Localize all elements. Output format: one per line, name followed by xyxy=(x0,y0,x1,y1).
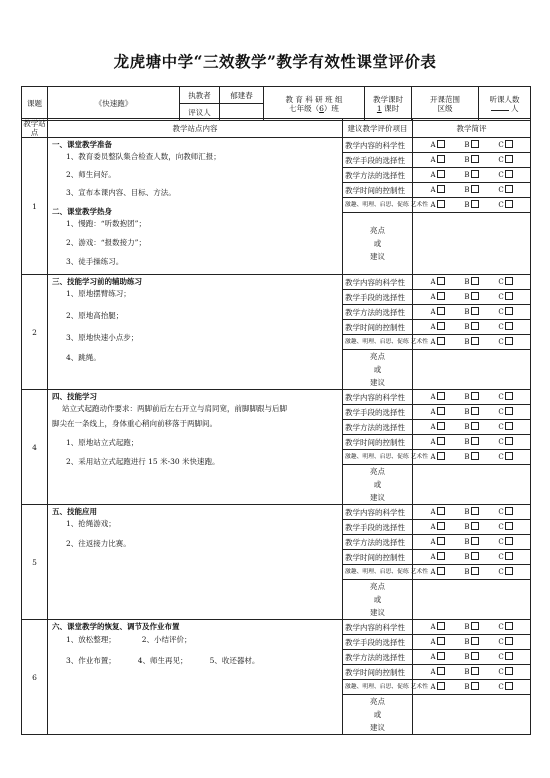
option-label: C xyxy=(498,201,504,210)
checkbox-icon[interactable] xyxy=(437,552,445,560)
rating-options xyxy=(413,290,531,305)
checkbox-icon[interactable] xyxy=(505,322,513,330)
main-table xyxy=(21,118,531,735)
option-label: A xyxy=(430,323,436,332)
checkbox-icon[interactable] xyxy=(437,682,445,690)
criterion-name: 激趣、明理、启思、促练 艺术性 xyxy=(343,450,413,465)
option-label: A xyxy=(430,338,436,347)
checkbox-icon[interactable] xyxy=(471,140,479,148)
option-label: B xyxy=(464,683,470,692)
criterion-name: 激趣、明理、启思、促练 艺术性 xyxy=(343,198,413,213)
rating-options xyxy=(413,168,531,183)
checkbox-icon[interactable] xyxy=(505,292,513,300)
criterion-name: 教学方法的选择性 xyxy=(343,650,413,665)
option-label: B xyxy=(464,338,470,347)
option-label: A xyxy=(430,638,436,647)
option-label: A xyxy=(430,201,436,210)
audience-label: 听课人数 xyxy=(489,94,520,104)
teacher-value: 郁建春 xyxy=(220,87,264,104)
criterion-name: 教学时间的控制性 xyxy=(343,550,413,565)
checkbox-icon[interactable] xyxy=(437,170,445,178)
suggestion-input[interactable] xyxy=(413,465,531,505)
section-title: 二、课堂教学热身 xyxy=(52,207,112,216)
criterion-name: 激趣、明理、启思、促练 艺术性 xyxy=(343,680,413,695)
option-label: B xyxy=(464,308,470,317)
option-label: A xyxy=(430,393,436,402)
checkbox-icon[interactable] xyxy=(505,682,513,690)
option-label: A xyxy=(430,508,436,517)
station-number: 5 xyxy=(22,505,48,620)
checkbox-icon[interactable] xyxy=(471,185,479,193)
checkbox-icon[interactable] xyxy=(437,155,445,163)
option-label: C xyxy=(498,523,504,532)
option-label: B xyxy=(464,278,470,287)
content-line: 3、原地快速小点步； xyxy=(66,333,139,342)
option-label: C xyxy=(498,408,504,417)
section-title: 六、课堂教学的恢复、调节及作业布置 xyxy=(52,622,180,631)
checkbox-icon[interactable] xyxy=(437,667,445,675)
option-label: C xyxy=(498,423,504,432)
suggestion-label xyxy=(343,695,413,735)
option-label: B xyxy=(464,438,470,447)
rating-options xyxy=(413,505,531,520)
option-label: B xyxy=(464,638,470,647)
rating-options xyxy=(413,305,531,320)
rating-options xyxy=(413,435,531,450)
option-label: B xyxy=(464,668,470,677)
criterion-name: 教学内容的科学性 xyxy=(343,138,413,153)
checkbox-icon[interactable] xyxy=(471,322,479,330)
section-title: 四、技能学习 xyxy=(52,392,97,401)
rating-options xyxy=(413,665,531,680)
content-line: 2、原地高抬腿； xyxy=(66,311,124,320)
option-label: A xyxy=(430,423,436,432)
option-label: C xyxy=(498,278,504,287)
option-label: A xyxy=(430,683,436,692)
option-label: B xyxy=(464,171,470,180)
audience-count xyxy=(479,87,531,121)
station-number: 6 xyxy=(22,620,48,735)
checkbox-icon[interactable] xyxy=(471,200,479,208)
content-line: 1、原地摆臂练习； xyxy=(66,289,131,298)
teaching-hours xyxy=(365,87,412,121)
option-label: C xyxy=(498,568,504,577)
hours-value: 1 xyxy=(376,103,382,113)
checkbox-icon[interactable] xyxy=(505,552,513,560)
suggestion-label xyxy=(343,465,413,505)
checkbox-icon[interactable] xyxy=(505,667,513,675)
option-label: B xyxy=(464,538,470,547)
option-label: C xyxy=(498,553,504,562)
content-line: 2、小结评价； xyxy=(141,635,192,644)
suggestion-label xyxy=(343,350,413,390)
section-title: 五、技能应用 xyxy=(52,507,97,516)
content-line: 2、采用站立式起跑进行 15 米-30 米快速跑。 xyxy=(66,457,220,466)
checkbox-icon[interactable] xyxy=(437,322,445,330)
checkbox-icon[interactable] xyxy=(471,552,479,560)
option-label: A xyxy=(430,523,436,532)
checkbox-icon[interactable] xyxy=(505,392,513,400)
option-label: B xyxy=(464,141,470,150)
suggestion-input[interactable] xyxy=(413,213,531,275)
checkbox-icon[interactable] xyxy=(437,140,445,148)
suggestion-input[interactable] xyxy=(413,580,531,620)
rating-options xyxy=(413,565,531,580)
form-title: 龙虎塘中学“三效教学”教学有效性课堂评价表 xyxy=(113,52,437,71)
checkbox-icon[interactable] xyxy=(505,537,513,545)
suggestion-label-line: 建议 xyxy=(370,378,385,387)
checkbox-icon[interactable] xyxy=(471,437,479,445)
option-label: B xyxy=(464,508,470,517)
research-group-line1: 教 育 科 研 班 组 xyxy=(285,94,343,104)
station-content xyxy=(48,620,343,735)
checkbox-icon[interactable] xyxy=(505,185,513,193)
suggestion-label-line: 或 xyxy=(373,239,382,248)
research-group xyxy=(264,87,365,121)
option-label: A xyxy=(430,408,436,417)
suggestion-label-line: 亮点 xyxy=(370,352,385,361)
checkbox-icon[interactable] xyxy=(505,637,513,645)
option-label: C xyxy=(498,338,504,347)
suggestion-label-line: 或 xyxy=(373,480,382,489)
option-label: B xyxy=(464,186,470,195)
checkbox-icon[interactable] xyxy=(471,652,479,660)
option-label: C xyxy=(498,683,504,692)
option-label: C xyxy=(498,453,504,462)
checkbox-icon[interactable] xyxy=(471,622,479,630)
checkbox-icon[interactable] xyxy=(505,277,513,285)
suggestion-label xyxy=(343,580,413,620)
checkbox-icon[interactable] xyxy=(505,200,513,208)
option-label: C xyxy=(498,393,504,402)
criterion-name: 教学内容的科学性 xyxy=(343,620,413,635)
checkbox-icon[interactable] xyxy=(437,307,445,315)
option-label: B xyxy=(464,553,470,562)
suggestion-label-line: 亮点 xyxy=(370,582,385,591)
hours-unit: 课时 xyxy=(384,103,400,113)
rating-options xyxy=(413,635,531,650)
option-label: A xyxy=(430,538,436,547)
checkbox-icon[interactable] xyxy=(437,437,445,445)
option-label: C xyxy=(498,508,504,517)
checkbox-icon[interactable] xyxy=(505,652,513,660)
eval-header: 教学简评 xyxy=(413,119,531,138)
audience-unit: 人 xyxy=(510,103,519,113)
rating-options xyxy=(413,153,531,168)
topic-label: 课题 xyxy=(22,87,48,121)
rating-options xyxy=(413,550,531,565)
info-table xyxy=(21,86,531,121)
option-label: B xyxy=(464,568,470,577)
checkbox-icon[interactable] xyxy=(471,307,479,315)
checkbox-icon[interactable] xyxy=(505,337,513,345)
criterion-name: 教学时间的控制性 xyxy=(343,183,413,198)
criterion-name: 教学方法的选择性 xyxy=(343,168,413,183)
suggestion-label-line: 建议 xyxy=(370,252,385,261)
rating-options xyxy=(413,620,531,635)
checkbox-icon[interactable] xyxy=(505,407,513,415)
suggestion-label-line: 亮点 xyxy=(370,697,385,706)
scope-label: 开课范围 xyxy=(430,94,460,104)
option-label: B xyxy=(464,393,470,402)
checkbox-icon[interactable] xyxy=(437,567,445,575)
option-label: B xyxy=(464,453,470,462)
checkbox-icon[interactable] xyxy=(437,292,445,300)
checkbox-icon[interactable] xyxy=(471,292,479,300)
checkbox-icon[interactable] xyxy=(505,622,513,630)
option-label: B xyxy=(464,423,470,432)
option-label: A xyxy=(430,141,436,150)
option-label: B xyxy=(464,156,470,165)
suggestion-label-line: 建议 xyxy=(370,493,385,502)
checkbox-icon[interactable] xyxy=(471,452,479,460)
station-content xyxy=(48,275,343,390)
option-label: C xyxy=(498,293,504,302)
criterion-name: 教学内容的科学性 xyxy=(343,275,413,290)
option-label: B xyxy=(464,523,470,532)
option-label: A xyxy=(430,668,436,677)
option-label: A xyxy=(430,653,436,662)
content-line: 1、原地站立式起跑； xyxy=(66,438,139,447)
content-line: 2、往返接力比赛。 xyxy=(66,539,131,548)
station-number: 1 xyxy=(22,138,48,275)
suggestion-input[interactable] xyxy=(413,350,531,390)
option-label: B xyxy=(464,623,470,632)
checkbox-icon[interactable] xyxy=(437,407,445,415)
station-header: 教学站点 xyxy=(23,119,46,137)
checkbox-icon[interactable] xyxy=(505,422,513,430)
criterion-name: 教学方法的选择性 xyxy=(343,535,413,550)
suggestion-label-line: 建议 xyxy=(370,608,385,617)
option-label: A xyxy=(430,568,436,577)
option-label: A xyxy=(430,278,436,287)
teacher-label: 执教者 xyxy=(180,87,220,104)
criterion-name: 教学手段的选择性 xyxy=(343,153,413,168)
checkbox-icon[interactable] xyxy=(437,277,445,285)
checkbox-icon[interactable] xyxy=(505,437,513,445)
station-number: 4 xyxy=(22,390,48,505)
rating-options xyxy=(413,335,531,350)
checkbox-icon[interactable] xyxy=(437,507,445,515)
option-label: A xyxy=(430,623,436,632)
option-label: C xyxy=(498,171,504,180)
option-label: B xyxy=(464,293,470,302)
suggestion-input[interactable] xyxy=(413,695,531,735)
rating-options xyxy=(413,198,531,213)
rating-options xyxy=(413,680,531,695)
checkbox-icon[interactable] xyxy=(471,537,479,545)
checkbox-icon[interactable] xyxy=(437,622,445,630)
content-line: 3、作业布置； xyxy=(66,656,116,665)
rating-options xyxy=(413,650,531,665)
scope-value: 区级 xyxy=(437,103,453,113)
criterion-name: 教学手段的选择性 xyxy=(343,290,413,305)
content-line: 2、师生问好。 xyxy=(66,170,116,179)
option-label: C xyxy=(498,438,504,447)
option-label: C xyxy=(498,156,504,165)
content-line: 5、收还器材。 xyxy=(209,656,260,665)
checkbox-icon[interactable] xyxy=(471,667,479,675)
suggestion-label-line: 或 xyxy=(373,595,382,604)
option-label: C xyxy=(498,638,504,647)
section-title: 一、课堂教学准备 xyxy=(52,140,112,149)
suggestion-label-line: 或 xyxy=(373,710,382,719)
criterion-name: 教学时间的控制性 xyxy=(343,320,413,335)
option-label: C xyxy=(498,538,504,547)
class-scope xyxy=(412,87,479,121)
option-label: C xyxy=(498,653,504,662)
research-group-line2: 七年级（6）班 xyxy=(289,103,339,113)
checkbox-icon[interactable] xyxy=(437,185,445,193)
content-line: 1、抢绳游戏； xyxy=(66,519,116,528)
option-label: C xyxy=(498,186,504,195)
criterion-name: 激趣、明理、启思、促练 艺术性 xyxy=(343,335,413,350)
checkbox-icon[interactable] xyxy=(437,200,445,208)
hours-label: 教学课时 xyxy=(373,94,403,104)
checkbox-icon[interactable] xyxy=(471,155,479,163)
content-line: 4、跳绳。 xyxy=(66,353,101,362)
option-label: C xyxy=(498,308,504,317)
checkbox-icon[interactable] xyxy=(471,682,479,690)
rating-options xyxy=(413,320,531,335)
checkbox-icon[interactable] xyxy=(505,155,513,163)
content-line: 1、放松整理； xyxy=(66,635,116,644)
checkbox-icon[interactable] xyxy=(505,507,513,515)
criterion-name: 教学方法的选择性 xyxy=(343,420,413,435)
content-line: 1、教育委员整队集合检查人数，向教师汇报； xyxy=(66,152,221,161)
checkbox-icon[interactable] xyxy=(505,522,513,530)
criterion-name: 教学时间的控制性 xyxy=(343,435,413,450)
option-label: C xyxy=(498,141,504,150)
class-number: 6 xyxy=(319,103,324,113)
criterion-name: 教学方法的选择性 xyxy=(343,305,413,320)
project-header: 建议教学评价项目 xyxy=(343,119,413,138)
checkbox-icon[interactable] xyxy=(437,522,445,530)
rating-options xyxy=(413,535,531,550)
option-label: A xyxy=(430,308,436,317)
suggestion-label-line: 或 xyxy=(373,365,382,374)
station-number: 2 xyxy=(22,275,48,390)
checkbox-icon[interactable] xyxy=(505,307,513,315)
suggestion-label-line: 建议 xyxy=(370,723,385,732)
checkbox-icon[interactable] xyxy=(471,277,479,285)
option-label: B xyxy=(464,653,470,662)
rating-options xyxy=(413,138,531,153)
station-content xyxy=(48,390,343,505)
option-label: C xyxy=(498,623,504,632)
checkbox-icon[interactable] xyxy=(437,337,445,345)
criterion-name: 教学内容的科学性 xyxy=(343,505,413,520)
checkbox-icon[interactable] xyxy=(471,507,479,515)
checkbox-icon[interactable] xyxy=(471,422,479,430)
section-title: 三、技能学习前的辅助练习 xyxy=(52,277,142,286)
station-content xyxy=(48,138,343,275)
checkbox-icon[interactable] xyxy=(471,392,479,400)
checkbox-icon[interactable] xyxy=(471,637,479,645)
checkbox-icon[interactable] xyxy=(471,567,479,575)
evaluator-label: 评议人 xyxy=(180,104,220,121)
checkbox-icon[interactable] xyxy=(471,522,479,530)
option-label: A xyxy=(430,438,436,447)
content-line: 站立式起跑动作要求：两脚前后左右开立与肩同宽，前脚脚跟与后脚 xyxy=(62,404,287,413)
content-line: 3、徒手操练习。 xyxy=(66,257,124,266)
checkbox-icon[interactable] xyxy=(505,567,513,575)
content-line: 1、慢跑：“听数抱团”； xyxy=(66,219,146,228)
rating-options xyxy=(413,275,531,290)
option-label: A xyxy=(430,186,436,195)
option-label: B xyxy=(464,323,470,332)
option-label: C xyxy=(498,323,504,332)
rating-options xyxy=(413,405,531,420)
criterion-name: 教学手段的选择性 xyxy=(343,635,413,650)
checkbox-icon[interactable] xyxy=(437,392,445,400)
rating-options xyxy=(413,420,531,435)
option-label: A xyxy=(430,156,436,165)
content-line: 脚尖在一条线上，身体重心稍向前移落于两脚间。 xyxy=(52,419,217,428)
suggestion-label xyxy=(343,213,413,275)
option-label: B xyxy=(464,408,470,417)
content-line: 3、宣布本课内容、目标、方法。 xyxy=(66,188,176,197)
checkbox-icon[interactable] xyxy=(437,637,445,645)
suggestion-label-line: 亮点 xyxy=(370,226,385,235)
checkbox-icon[interactable] xyxy=(437,537,445,545)
option-label: A xyxy=(430,553,436,562)
station-content xyxy=(48,505,343,620)
topic-value: 《快速跑》 xyxy=(48,87,180,121)
criterion-name: 教学手段的选择性 xyxy=(343,520,413,535)
checkbox-icon[interactable] xyxy=(471,407,479,415)
rating-options xyxy=(413,390,531,405)
option-label: A xyxy=(430,293,436,302)
checkbox-icon[interactable] xyxy=(471,170,479,178)
content-line: 4、师生再见； xyxy=(137,656,188,665)
suggestion-label-line: 亮点 xyxy=(370,467,385,476)
option-label: C xyxy=(498,668,504,677)
rating-options xyxy=(413,450,531,465)
checkbox-icon[interactable] xyxy=(437,422,445,430)
checkbox-icon[interactable] xyxy=(505,170,513,178)
rating-options xyxy=(413,520,531,535)
checkbox-icon[interactable] xyxy=(505,140,513,148)
criterion-name: 激趣、明理、启思、促练 艺术性 xyxy=(343,565,413,580)
criterion-name: 教学时间的控制性 xyxy=(343,665,413,680)
rating-options xyxy=(413,183,531,198)
content-header: 教学站点内容 xyxy=(48,119,343,138)
content-line: 2、游戏：“报数接力”； xyxy=(66,238,146,247)
checkbox-icon[interactable] xyxy=(437,452,445,460)
criterion-name: 教学内容的科学性 xyxy=(343,390,413,405)
criterion-name: 教学手段的选择性 xyxy=(343,405,413,420)
checkbox-icon[interactable] xyxy=(437,652,445,660)
option-label: B xyxy=(464,201,470,210)
option-label: A xyxy=(430,453,436,462)
checkbox-icon[interactable] xyxy=(505,452,513,460)
checkbox-icon[interactable] xyxy=(471,337,479,345)
option-label: A xyxy=(430,171,436,180)
